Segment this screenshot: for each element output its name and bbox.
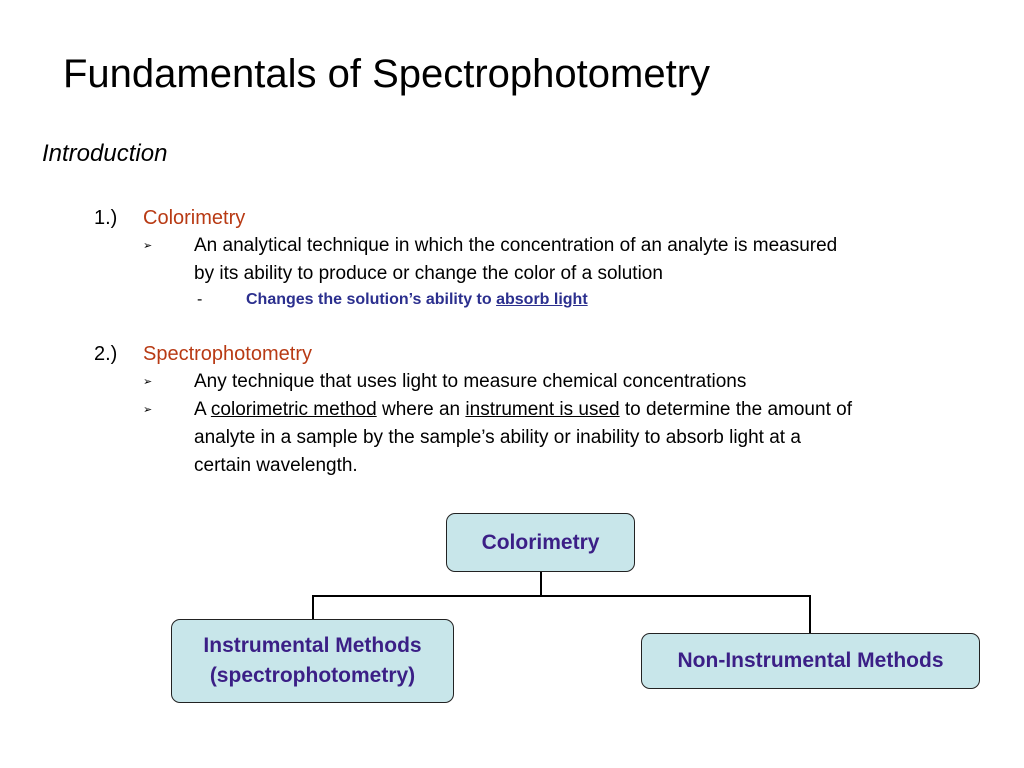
bullet-arrow-icon: ➢: [143, 404, 153, 416]
section-2-bullet-2-line-3: certain wavelength.: [194, 455, 358, 476]
diagram-right-box: [641, 633, 980, 689]
diagram-root-label: Colorimetry: [481, 530, 600, 554]
connector-root-stem: [540, 571, 542, 597]
section-2-number: 2.): [94, 343, 118, 365]
section-1-number: 1.): [94, 207, 118, 229]
sub-point-text: Changes the solution’s ability to: [246, 291, 497, 308]
section-intro-heading: Introduction: [42, 140, 168, 167]
diagram-left-box: [171, 619, 454, 703]
section-1-bullet-1-line-1: An analytical technique in which the concentration of an analyte is measured: [194, 235, 838, 256]
section-2-bullet-1: Any technique that uses light to measure chemical concentrations: [194, 371, 747, 392]
bullet-underlined-instrument-is-used: instrument is used: [465, 399, 620, 420]
diagram-root-box: [446, 513, 635, 572]
sub-bullet-dash: -: [197, 291, 203, 308]
section-1-heading: Colorimetry: [143, 207, 246, 229]
diagram-right-label: Non-Instrumental Methods: [677, 649, 944, 672]
section-1-bullet-1-line-2: by its ability to produce or change the color of a solution: [194, 263, 663, 284]
connector-left-drop: [312, 595, 314, 620]
bullet-arrow-icon: ➢: [143, 376, 153, 388]
bullet-arrow-icon: ➢: [143, 240, 153, 252]
connector-right-drop: [809, 595, 811, 635]
bullet-text-a: A: [194, 399, 211, 420]
section-2-bullet-2-line-1: [194, 396, 852, 424]
slide-title: Fundamentals of Spectrophotometry: [63, 52, 711, 96]
bullet-text-b: where an: [376, 399, 466, 420]
bullet-text-c: to determine the amount of: [619, 399, 852, 420]
diagram-left-label-line-1: Instrumental Methods: [203, 634, 422, 657]
section-2-heading: Spectrophotometry: [143, 343, 312, 365]
connector-horizontal: [312, 595, 811, 597]
bullet-underlined-colorimetric-method: colorimetric method: [210, 399, 377, 420]
section-2-bullet-2-line-2: analyte in a sample by the sample’s ability or inability to absorb light at a: [194, 427, 801, 448]
sub-point-underlined: absorb light: [496, 291, 588, 308]
section-1-sub-point: [246, 289, 588, 311]
diagram-left-label-line-2: (spectrophotometry): [209, 664, 416, 687]
